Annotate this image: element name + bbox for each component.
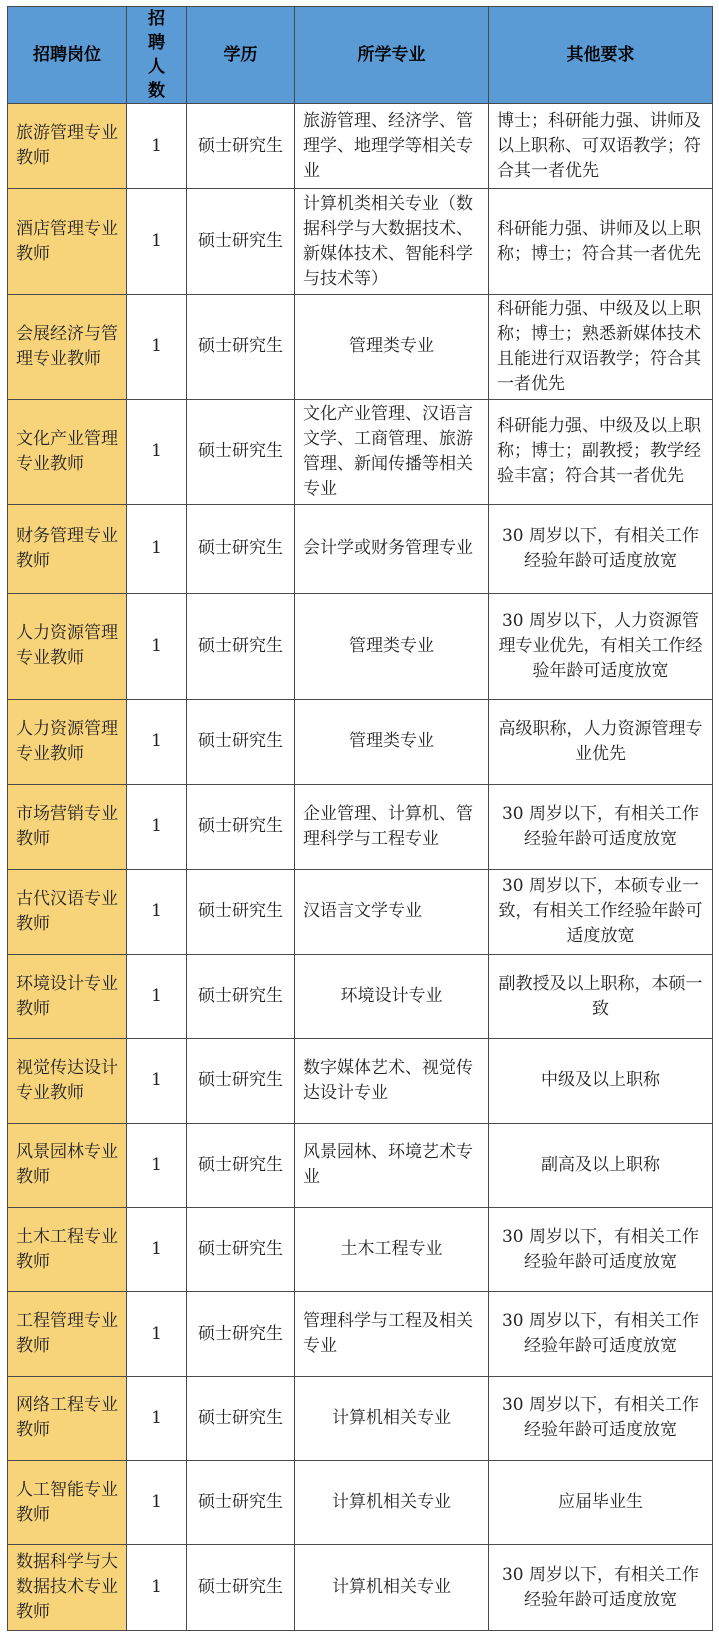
- table-row: [8, 1461, 713, 1545]
- count-cell: 1: [127, 189, 187, 294]
- position-cell: 会展经济与管理专业教师: [8, 294, 127, 399]
- major-cell: 管理类专业: [295, 699, 489, 784]
- education-cell: 硕士研究生: [187, 104, 295, 189]
- requirements-cell: 科研能力强、中级及以上职称；博士；副教授；教学经验丰富；符合其一者优先: [489, 399, 713, 504]
- education-cell: 硕士研究生: [187, 1292, 295, 1376]
- position-cell: 视觉传达设计专业教师: [8, 1039, 127, 1123]
- education-cell: 硕士研究生: [187, 189, 295, 294]
- table-row: [8, 593, 713, 699]
- requirements-cell: 30 周岁以下，人力资源管理专业优先，有相关工作经验年龄可适度放宽: [489, 593, 713, 699]
- position-cell: 数据科学与大数据技术专业教师: [8, 1545, 127, 1631]
- position-cell: 人力资源管理专业教师: [8, 593, 127, 699]
- major-cell: 会计学或财务管理专业: [295, 504, 489, 593]
- position-cell: 旅游管理专业教师: [8, 104, 127, 189]
- position-cell: 工程管理专业教师: [8, 1292, 127, 1376]
- header-row: [8, 7, 713, 104]
- requirements-cell: 30 周岁以下，有相关工作经验年龄可适度放宽: [489, 1376, 713, 1460]
- requirements-cell: 30 周岁以下，有相关工作经验年龄可适度放宽: [489, 504, 713, 593]
- education-cell: 硕士研究生: [187, 954, 295, 1038]
- major-cell: 管理类专业: [295, 294, 489, 399]
- header-major: 所学专业: [295, 7, 489, 104]
- requirements-cell: 科研能力强、中级及以上职称；博士；熟悉新媒体技术且能进行双语教学；符合其一者优先: [489, 294, 713, 399]
- count-cell: 1: [127, 1376, 187, 1460]
- position-cell: 市场营销专业教师: [8, 785, 127, 869]
- position-cell: 网络工程专业教师: [8, 1376, 127, 1460]
- count-cell: 1: [127, 699, 187, 784]
- table-row: [8, 954, 713, 1038]
- position-cell: 环境设计专业教师: [8, 954, 127, 1038]
- education-cell: 硕士研究生: [187, 294, 295, 399]
- major-cell: 旅游管理、经济学、管理学、地理学等相关专业: [295, 104, 489, 189]
- requirements-cell: 30 周岁以下，有相关工作经验年龄可适度放宽: [489, 1292, 713, 1376]
- requirements-cell: 中级及以上职称: [489, 1039, 713, 1123]
- recruitment-table: [7, 6, 713, 1631]
- count-cell: 1: [127, 294, 187, 399]
- major-cell: 计算机类相关专业（数据科学与大数据技术、新媒体技术、智能科学与技术等）: [295, 189, 489, 294]
- count-cell: 1: [127, 399, 187, 504]
- education-cell: 硕士研究生: [187, 593, 295, 699]
- table-row: [8, 1292, 713, 1376]
- count-cell: 1: [127, 1207, 187, 1291]
- education-cell: 硕士研究生: [187, 1376, 295, 1460]
- header-position: 招聘岗位: [8, 7, 127, 104]
- position-cell: 古代汉语专业教师: [8, 869, 127, 954]
- requirements-cell: 副高及以上职称: [489, 1123, 713, 1207]
- table-row: [8, 1207, 713, 1291]
- position-cell: 财务管理专业教师: [8, 504, 127, 593]
- table-row: [8, 399, 713, 504]
- count-cell: 1: [127, 785, 187, 869]
- header-education: 学历: [187, 7, 295, 104]
- requirements-cell: 30 周岁以下，有相关工作经验年龄可适度放宽: [489, 785, 713, 869]
- count-cell: 1: [127, 104, 187, 189]
- count-cell: 1: [127, 1461, 187, 1545]
- education-cell: 硕士研究生: [187, 504, 295, 593]
- count-cell: 1: [127, 869, 187, 954]
- table-row: [8, 699, 713, 784]
- header-requirements: 其他要求: [489, 7, 713, 104]
- table-row: [8, 294, 713, 399]
- major-cell: 土木工程专业: [295, 1207, 489, 1291]
- position-cell: 酒店管理专业教师: [8, 189, 127, 294]
- major-cell: 计算机相关专业: [295, 1461, 489, 1545]
- position-cell: 文化产业管理专业教师: [8, 399, 127, 504]
- requirements-cell: 应届毕业生: [489, 1461, 713, 1545]
- requirements-cell: 副教授及以上职称，本硕一致: [489, 954, 713, 1038]
- requirements-cell: 高级职称，人力资源管理专业优先: [489, 699, 713, 784]
- requirements-cell: 30 周岁以下，本硕专业一致，有相关工作经验年龄可适度放宽: [489, 869, 713, 954]
- count-cell: 1: [127, 1039, 187, 1123]
- count-cell: 1: [127, 1545, 187, 1631]
- major-cell: 计算机相关专业: [295, 1376, 489, 1460]
- position-cell: 人工智能专业教师: [8, 1461, 127, 1545]
- table-row: [8, 1039, 713, 1123]
- major-cell: 管理类专业: [295, 593, 489, 699]
- major-cell: 汉语言文学专业: [295, 869, 489, 954]
- major-cell: 文化产业管理、汉语言文学、工商管理、旅游管理、新闻传播等相关专业: [295, 399, 489, 504]
- education-cell: 硕士研究生: [187, 869, 295, 954]
- requirements-cell: 博士；科研能力强、讲师及以上职称、可双语教学；符合其一者优先: [489, 104, 713, 189]
- position-cell: 风景园林专业教师: [8, 1123, 127, 1207]
- count-cell: 1: [127, 593, 187, 699]
- major-cell: 风景园林、环境艺术专业: [295, 1123, 489, 1207]
- requirements-cell: 科研能力强、讲师及以上职称；博士；符合其一者优先: [489, 189, 713, 294]
- table-row: [8, 104, 713, 189]
- position-cell: 人力资源管理专业教师: [8, 699, 127, 784]
- major-cell: 企业管理、计算机、管理科学与工程专业: [295, 785, 489, 869]
- table-row: [8, 1123, 713, 1207]
- table-row: [8, 869, 713, 954]
- major-cell: 管理科学与工程及相关专业: [295, 1292, 489, 1376]
- education-cell: 硕士研究生: [187, 1207, 295, 1291]
- education-cell: 硕士研究生: [187, 1123, 295, 1207]
- education-cell: 硕士研究生: [187, 1545, 295, 1631]
- requirements-cell: 30 周岁以下，有相关工作经验年龄可适度放宽: [489, 1545, 713, 1631]
- header-count: 招聘人数: [127, 7, 187, 104]
- education-cell: 硕士研究生: [187, 399, 295, 504]
- major-cell: 计算机相关专业: [295, 1545, 489, 1631]
- count-cell: 1: [127, 504, 187, 593]
- education-cell: 硕士研究生: [187, 785, 295, 869]
- position-cell: 土木工程专业教师: [8, 1207, 127, 1291]
- table-row: [8, 189, 713, 294]
- count-cell: 1: [127, 1123, 187, 1207]
- table-row: [8, 785, 713, 869]
- major-cell: 环境设计专业: [295, 954, 489, 1038]
- education-cell: 硕士研究生: [187, 699, 295, 784]
- requirements-cell: 30 周岁以下，有相关工作经验年龄可适度放宽: [489, 1207, 713, 1291]
- table-row: [8, 1376, 713, 1460]
- major-cell: 数字媒体艺术、视觉传达设计专业: [295, 1039, 489, 1123]
- education-cell: 硕士研究生: [187, 1039, 295, 1123]
- count-cell: 1: [127, 954, 187, 1038]
- education-cell: 硕士研究生: [187, 1461, 295, 1545]
- count-cell: 1: [127, 1292, 187, 1376]
- table-row: [8, 504, 713, 593]
- table-row: [8, 1545, 713, 1631]
